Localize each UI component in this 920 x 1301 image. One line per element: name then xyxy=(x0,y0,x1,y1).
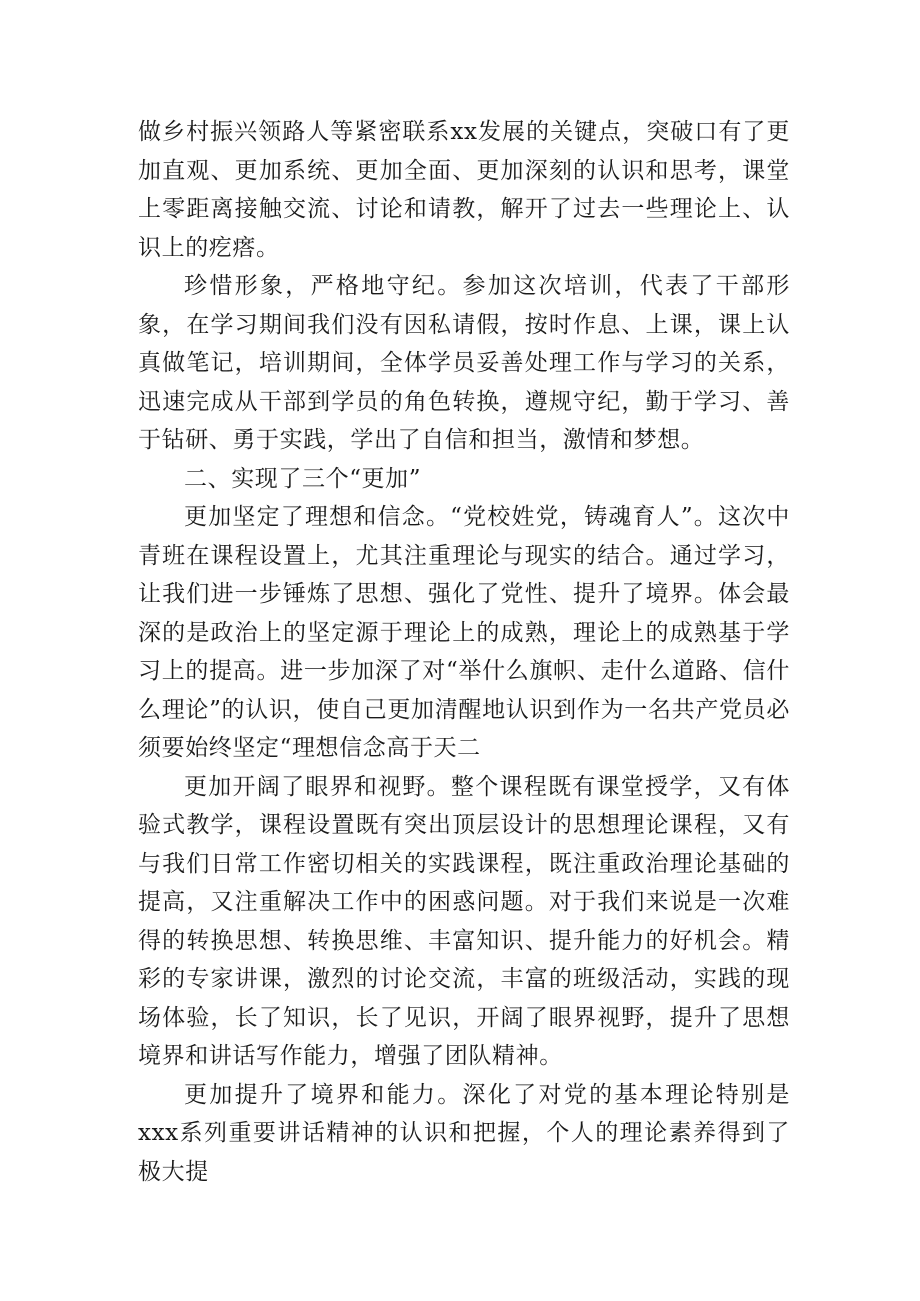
document-page xyxy=(138,113,790,1191)
section-heading: 二、实现了三个“更加” xyxy=(184,465,422,492)
body-paragraph: 珍惜形象，严格地守纪。参加这次培训，代表了干部形象，在学习期间我们没有因私请假，按时作息、上课，课上认真做笔记，培训期间，全体学员妥善处理工作与学习的关系，迅速完成从干部到学员的角色转换，遵规守纪，勤于学习、善于钻研、勇于实践，学出了自信和担当，激情和梦想。 xyxy=(138,273,790,453)
body-paragraph: 更加提升了境界和能力。深化了对党的基本理论特别是xxx系列重要讲话精神的认识和把握，个人的理论素养得到了极大提 xyxy=(138,1081,790,1185)
body-paragraph: 更加坚定了理想和信念。“党校姓党，铸魂育人”。这次中青班在课程设置上，尤其注重理论与现实的结合。通过学习，让我们进一步锤炼了思想、强化了党性、提升了境界。体会最深的是政治上的坚定源于理论上的成熟，理论上的成熟基于学习上的提高。进一步加深了对“举什么旗帜、走什么道路、信什么理论”的认识，使自己更加清醒地认识到作为一名共产党员必须要始终坚定“理想信念高于天二 xyxy=(138,504,790,761)
body-paragraph: 更加开阔了眼界和视野。整个课程既有课堂授学，又有体验式教学，课程设置既有突出顶层设计的思想理论课程，又有与我们日常工作密切相关的实践课程，既注重政治理论基础的提高，又注重解决工作中的困惑问题。对于我们来说是一次难得的转换思想、转换思维、丰富知识、提升能力的好机会。精彩的专家讲课，激烈的讨论交流，丰富的班级活动，实践的现场体验，长了知识，长了见识，开阔了眼界视野，提升了思想境界和讲话写作能力，增强了团队精神。 xyxy=(138,773,790,1069)
body-paragraph: 做乡村振兴领路人等紧密联系xx发展的关键点，突破口有了更加直观、更加系统、更加全面、更加深刻的认识和思考，课堂上零距离接触交流、讨论和请教，解开了过去一些理论上、认识上的疙瘩。 xyxy=(138,119,790,261)
